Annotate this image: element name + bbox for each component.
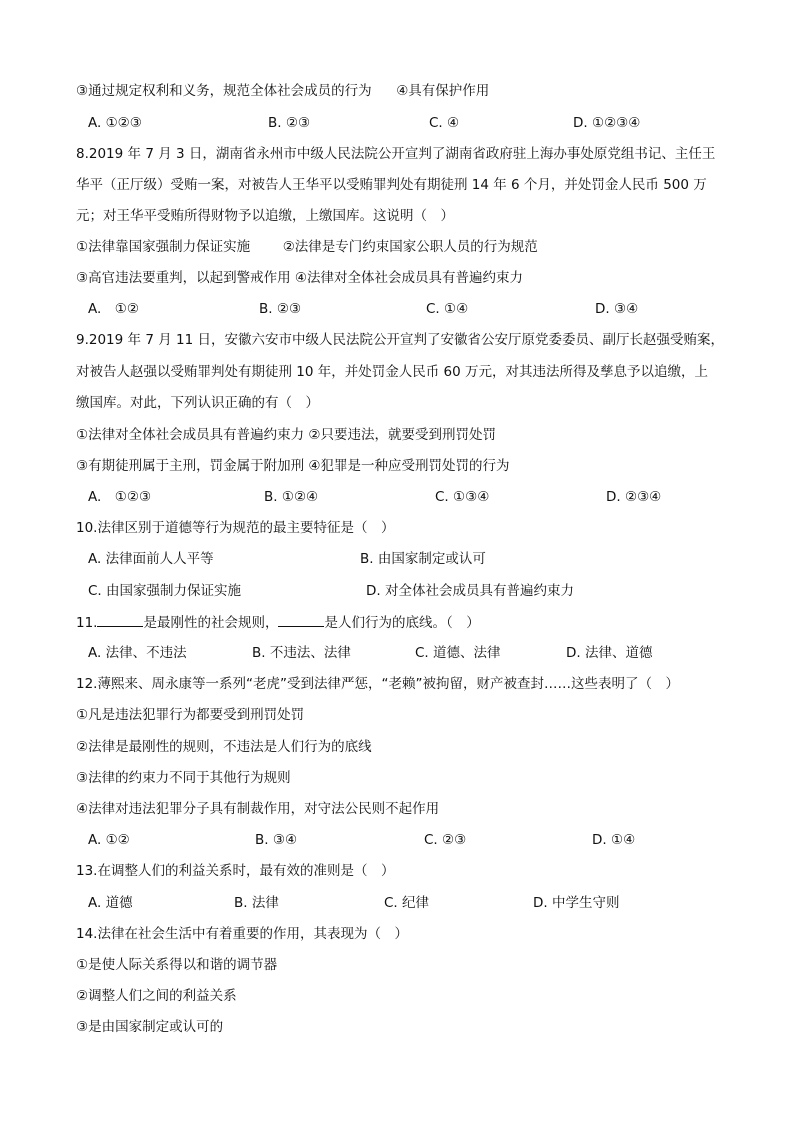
q8-statement-1: ①法律靠国家强制力保证实施 bbox=[76, 239, 251, 255]
q8-option-c[interactable]: C. ①④ bbox=[426, 301, 469, 317]
q12-option-a[interactable]: A. ①② bbox=[88, 832, 130, 848]
q8-statements-1-2 bbox=[76, 237, 538, 257]
q11-text-mid: 是最刚性的社会规则， bbox=[143, 615, 279, 631]
q12-statement-1: ①凡是违法犯罪行为都要受到刑罚处罚 bbox=[76, 707, 305, 723]
q13-option-c[interactable]: C. 纪律 bbox=[384, 895, 430, 911]
q7-option-b[interactable]: B. ②③ bbox=[268, 115, 311, 131]
q12-option-c[interactable]: C. ②③ bbox=[424, 832, 467, 848]
q7-statement-3: ③通过规定权利和义务，规范全体社会成员的行为 bbox=[76, 83, 372, 99]
q9-question-line-2: 对被告人赵强以受贿罪判处有期徒刑 10 年，并处罚金人民币 60 万元，对其违法所得及孳息予以追缴，上 bbox=[76, 364, 709, 380]
q9-statements-3-4: ③有期徒刑属于主刑，罚金属于附加刑 ④犯罪是一种应受刑罚处罚的行为 bbox=[76, 458, 510, 474]
q11-question bbox=[76, 612, 480, 633]
q9-option-b[interactable]: B. ①②④ bbox=[264, 489, 319, 505]
q10-option-a[interactable]: A. 法律面前人人平等 bbox=[88, 551, 214, 567]
q7-option-a[interactable]: A. ①②③ bbox=[88, 115, 142, 131]
q10-question: 10.法律区别于道德等行为规范的最主要特征是（ ） bbox=[76, 520, 395, 536]
q10-option-c[interactable]: C. 由国家强制力保证实施 bbox=[88, 583, 242, 599]
q10-option-d[interactable]: D. 对全体社会成员具有普遍约束力 bbox=[366, 583, 574, 599]
q11-text-end: 是人们行为的底线。（ ） bbox=[324, 615, 480, 631]
q12-question: 12.薄熙来、周永康等一系列“老虎”受到法律严惩，“老赖”被拘留，财产被查封……这些表明了（ ） bbox=[76, 676, 679, 692]
q8-question-line-2: 华平（正厅级）受贿一案，对被告人王华平以受贿罪判处有期徒刑 14 年 6 个月，并处罚金人民币 500 万 bbox=[76, 177, 707, 193]
q11-option-a[interactable]: A. 法律、不违法 bbox=[88, 645, 187, 661]
q9-option-c[interactable]: C. ①③④ bbox=[435, 489, 490, 505]
q13-option-d[interactable]: D. 中学生守则 bbox=[533, 895, 620, 911]
q7-option-d[interactable]: D. ①②③④ bbox=[573, 115, 641, 131]
q12-option-d[interactable]: D. ①④ bbox=[592, 832, 636, 848]
q9-question-line-1: 9.2019 年 7 月 11 日，安徽六安市中级人民法院公开宣判了安徽省公安厅原党委委员、副厅长赵强受贿案， bbox=[76, 332, 724, 348]
q7-option-c[interactable]: C. ④ bbox=[429, 115, 460, 131]
q13-question: 13.在调整人们的利益关系时，最有效的准则是（ ） bbox=[76, 863, 395, 879]
q14-statement-3: ③是由国家制定或认可的 bbox=[76, 1019, 224, 1035]
q12-statement-4: ④法律对违法犯罪分子具有制裁作用，对守法公民则不起作用 bbox=[76, 801, 440, 817]
q14-statement-2: ②调整人们之间的利益关系 bbox=[76, 988, 237, 1004]
q12-option-b[interactable]: B. ③④ bbox=[255, 832, 298, 848]
q11-option-d[interactable]: D. 法律、道德 bbox=[566, 645, 653, 661]
q11-option-c[interactable]: C. 道德、法律 bbox=[415, 645, 501, 661]
q9-option-a[interactable]: A. ①②③ bbox=[88, 489, 152, 505]
q12-statement-2: ②法律是最刚性的规则，不违法是人们行为的底线 bbox=[76, 739, 372, 755]
q8-question-line-1: 8.2019 年 7 月 3 日，湖南省永州市中级人民法院公开宣判了湖南省政府驻上海办事处原党组书记、主任王 bbox=[76, 146, 716, 162]
q14-statement-1: ①是使人际关系得以和谐的调节器 bbox=[76, 957, 278, 973]
q8-option-b[interactable]: B. ②③ bbox=[259, 301, 302, 317]
q8-option-a[interactable]: A. ①② bbox=[88, 301, 139, 317]
q8-statement-2: ②法律是专门约束国家公职人员的行为规范 bbox=[282, 239, 538, 255]
q9-question-line-3: 缴国库。对此，下列认识正确的有（ ） bbox=[76, 395, 319, 411]
q14-question: 14.法律在社会生活中有着重要的作用，其表现为（ ） bbox=[76, 926, 408, 942]
q12-statement-3: ③法律的约束力不同于其他行为规则 bbox=[76, 770, 291, 786]
q7-statements bbox=[76, 81, 489, 101]
q10-option-b[interactable]: B. 由国家制定或认可 bbox=[360, 551, 486, 567]
q9-option-d[interactable]: D. ②③④ bbox=[606, 489, 662, 505]
q9-statements-1-2: ①法律对全体社会成员具有普遍约束力 ②只要违法，就要受到刑罚处罚 bbox=[76, 427, 496, 443]
q13-option-b[interactable]: B. 法律 bbox=[234, 895, 279, 911]
q11-number: 11. bbox=[76, 615, 98, 631]
q8-option-d[interactable]: D. ③④ bbox=[595, 301, 639, 317]
q11-blank-2 bbox=[278, 612, 324, 627]
q7-statement-4: ④具有保护作用 bbox=[396, 83, 490, 99]
q8-statements-3-4: ③高官违法要重判，以起到警戒作用 ④法律对全体社会成员具有普遍约束力 bbox=[76, 270, 523, 286]
q8-question-line-3: 元；对王华平受贿所得财物予以追缴，上缴国库。这说明（ ） bbox=[76, 208, 454, 224]
q13-option-a[interactable]: A. 道德 bbox=[88, 895, 133, 911]
q11-blank-1 bbox=[97, 612, 143, 627]
q11-option-b[interactable]: B. 不违法、法律 bbox=[252, 645, 351, 661]
